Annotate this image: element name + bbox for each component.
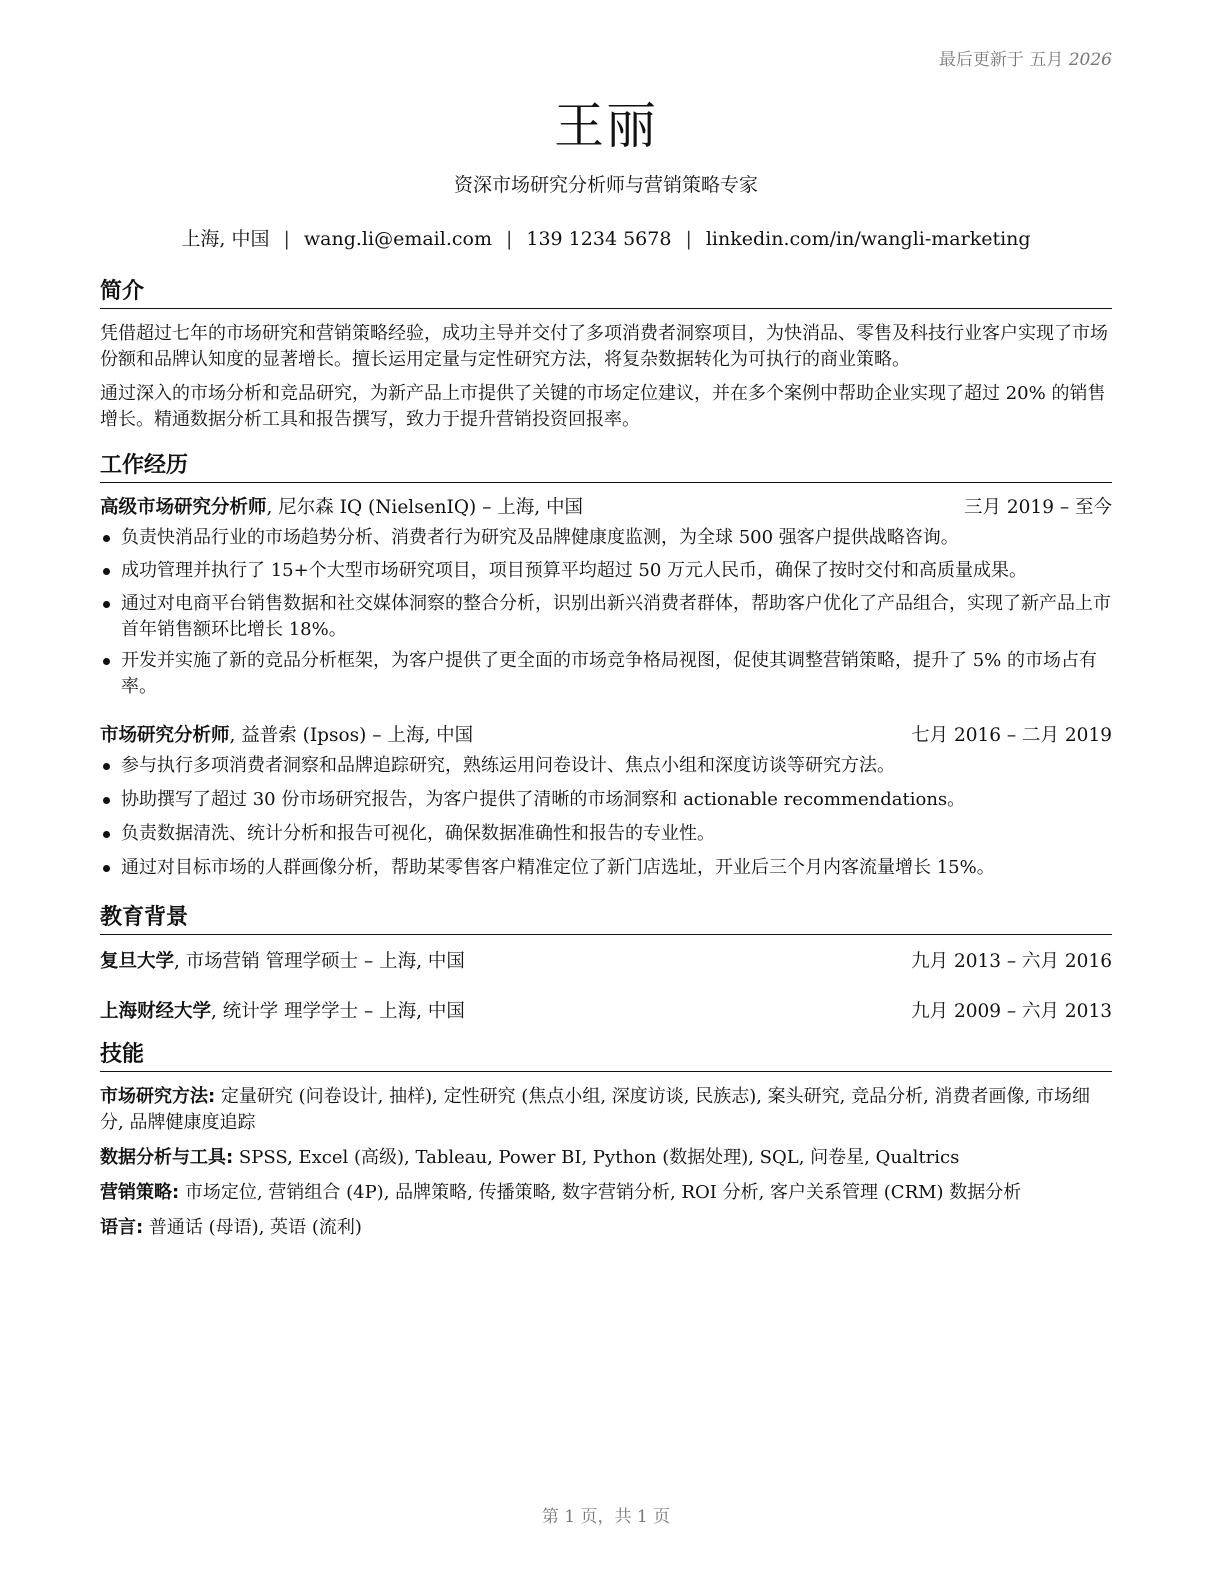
- education-dates: 九月 2009 – 六月 2013: [911, 1001, 1112, 1022]
- skill-row: [100, 1084, 1112, 1136]
- list-item: 负责快消品行业的市场趋势分析、消费者行为研究及品牌健康度监测，为全球 500 强客户提供战略咨询。: [100, 525, 1112, 551]
- list-item: 开发并实施了新的竞品分析框架，为客户提供了更全面的市场竞争格局视图，促使其调整营销策略，提升了 5% 的市场占有率。: [100, 648, 1112, 700]
- skill-value: 定量研究 (问卷设计, 抽样), 定性研究 (焦点小组, 深度访谈, 民族志), 案头研究, 竞品分析, 消费者画像, 市场细分, 品牌健康度追踪: [100, 1086, 1091, 1133]
- list-item: 参与执行多项消费者洞察和品牌追踪研究，熟练运用问卷设计、焦点小组和深度访谈等研究方法。: [100, 753, 1112, 779]
- job-entry: [100, 723, 1112, 881]
- contact-phone: 139 1234 5678: [526, 228, 672, 250]
- skill-row: [100, 1145, 1112, 1171]
- contact-email[interactable]: wang.li@email.com: [303, 228, 492, 250]
- list-item: 通过对目标市场的人群画像分析，帮助某零售客户精准定位了新门店选址，开业后三个月内客流量增长 15%。: [100, 855, 1112, 881]
- school-name: 上海财经大学: [100, 1001, 212, 1022]
- job-dates: 三月 2019 – 至今: [964, 497, 1112, 518]
- job-dates: 七月 2016 – 二月 2019: [911, 725, 1112, 746]
- skill-row: [100, 1180, 1112, 1206]
- candidate-name: 王丽: [554, 97, 658, 155]
- headline: 资深市场研究分析师与营销策略专家: [453, 174, 758, 196]
- skill-value: 市场定位, 营销组合 (4P), 品牌策略, 传播策略, 数字营销分析, ROI 分析, 客户关系管理 (CRM) 数据分析: [179, 1182, 1022, 1203]
- education-entry: [100, 949, 1112, 975]
- contact-linkedin[interactable]: linkedin.com/in/wangli-marketing: [705, 228, 1031, 250]
- section-title-education: 教育背景: [100, 904, 1112, 935]
- skill-label: 营销策略:: [100, 1182, 180, 1203]
- job-entry: [100, 495, 1112, 700]
- skill-value: 普通话 (母语), 英语 (流利): [143, 1217, 362, 1238]
- summary-paragraph: 通过深入的市场分析和竞品研究，为新产品上市提供了关键的市场定位建议，并在多个案例中帮助企业实现了超过 20% 的销售增长。精通数据分析工具和报告撰写，致力于提升营销投资回报率。: [100, 383, 1106, 430]
- summary-section: [100, 278, 1112, 433]
- section-title-summary: 简介: [100, 278, 1112, 309]
- job-header: [100, 495, 1112, 521]
- list-item: 协助撰写了超过 30 份市场研究报告，为客户提供了清晰的市场洞察和 actionable recommendations。: [100, 787, 1112, 813]
- skill-value: SPSS, Excel (高级), Tableau, Power BI, Python (数据处理), SQL, 问卷星, Qualtrics: [233, 1147, 960, 1168]
- list-item: 负责数据清洗、统计分析和报告可视化，确保数据准确性和报告的专业性。: [100, 821, 1112, 847]
- contact-separator: |: [283, 228, 290, 250]
- contact-location: 上海, 中国: [181, 228, 270, 250]
- skill-label: 市场研究方法:: [100, 1086, 216, 1107]
- skill-label: 数据分析与工具:: [100, 1147, 234, 1168]
- education-section: [100, 904, 1112, 1025]
- list-item: 通过对电商平台销售数据和社交媒体洞察的整合分析，识别出新兴消费者群体，帮助客户优化了产品组合，实现了新产品上市首年销售额环比增长 18%。: [100, 591, 1112, 643]
- list-item: 成功管理并执行了 15+个大型市场研究项目，项目预算平均超过 50 万元人民币，确保了按时交付和高质量成果。: [100, 558, 1112, 584]
- job-bullets: [100, 525, 1112, 700]
- section-title-experience: 工作经历: [100, 452, 1112, 483]
- education-dates: 九月 2013 – 六月 2016: [911, 951, 1112, 972]
- job-bullets: [100, 753, 1112, 881]
- contact-separator: |: [505, 228, 513, 250]
- section-title-skills: 技能: [100, 1041, 1112, 1072]
- experience-section: [100, 452, 1112, 881]
- job-org: , 益普索 (Ipsos) – 上海, 中国: [229, 725, 474, 746]
- degree-detail: , 统计学 理学学士 – 上海, 中国: [211, 1001, 465, 1022]
- skill-label: 语言:: [100, 1217, 144, 1238]
- job-role: 高级市场研究分析师: [100, 497, 267, 518]
- job-org: , 尼尔森 IQ (NielsenIQ) – 上海, 中国: [266, 497, 584, 518]
- contact-separator: |: [685, 228, 692, 250]
- skill-row: [100, 1215, 1112, 1241]
- resume-page: [100, 0, 1112, 1584]
- last-updated: 最后更新于 五月 2026: [938, 50, 1112, 70]
- summary-paragraph: 凭借超过七年的市场研究和营销策略经验，成功主导并交付了多项消费者洞察项目，为快消品、零售及科技行业客户实现了市场份额和品牌认知度的显著增长。擅长运用定量与定性研究方法，将复杂数据转化为可执行的商业策略。: [100, 323, 1108, 370]
- page-number: 第 1 页，共 1 页: [541, 1507, 671, 1527]
- job-role: 市场研究分析师: [100, 725, 230, 746]
- education-entry: [100, 999, 1112, 1025]
- degree-detail: , 市场营销 管理学硕士 – 上海, 中国: [174, 951, 465, 972]
- school-name: 复旦大学: [100, 951, 175, 972]
- job-header: [100, 723, 1112, 749]
- skills-section: [100, 1041, 1112, 1241]
- contact-line: [100, 224, 1112, 251]
